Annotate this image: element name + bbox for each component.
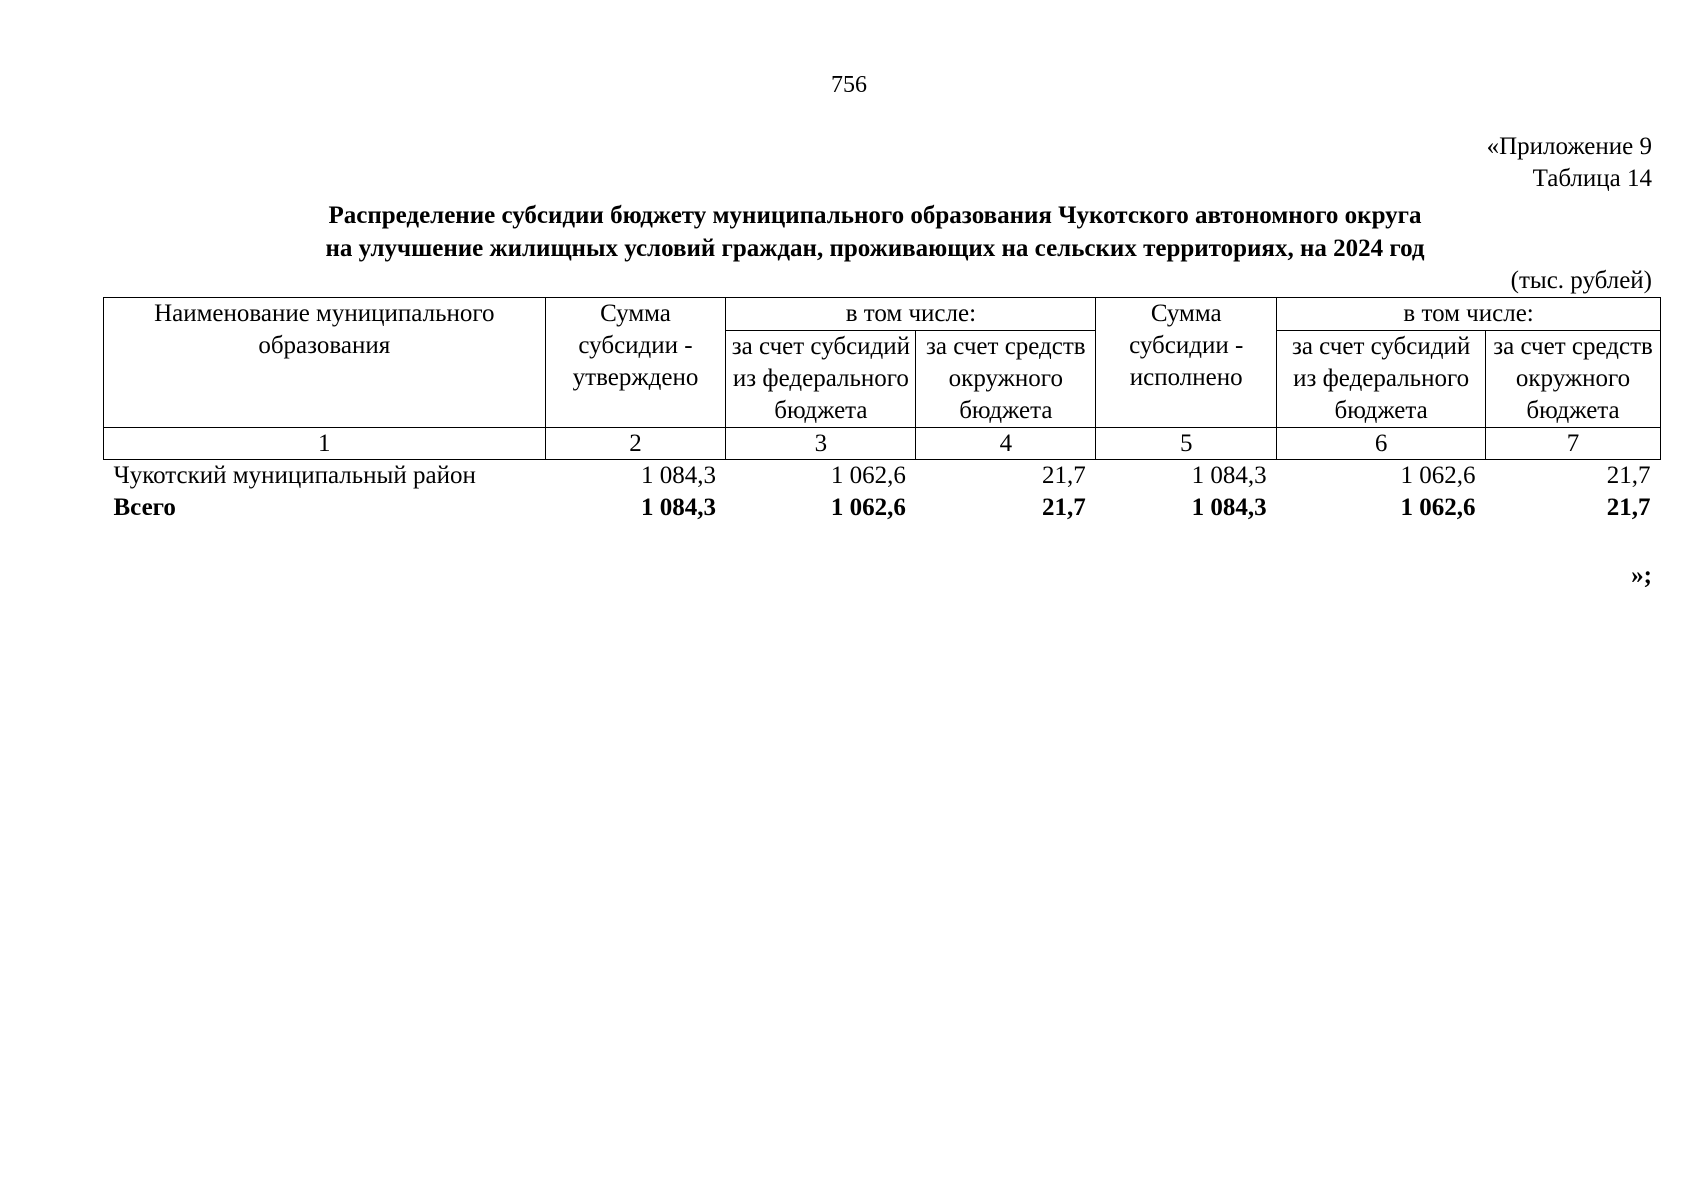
document-title [0,199,1698,265]
total-sum-approved: 1 084,3 [640,494,716,521]
page-number: 756 [831,72,867,98]
total-federal-1: 1 062,6 [830,494,906,521]
row-district-2: 21,7 [1606,462,1651,489]
subsidy-table [103,297,1661,524]
header-including-2: в том числе: [1277,298,1661,331]
column-number: 4 [916,428,1096,460]
units-label: (тыс. рублей) [1510,267,1652,294]
title-line-2: на улучшение жилищных условий граждан, проживающих на сельских территориях, на 2024 год [325,235,1425,262]
header-including-1: в том числе: [726,298,1096,331]
title-line-1: Распределение субсидии бюджету муниципального образования Чукотского автономного округа [328,202,1422,229]
column-number: 6 [1277,428,1486,460]
row-sum-executed: 1 084,3 [1191,462,1267,489]
total-row [104,492,1661,524]
row-federal-1: 1 062,6 [830,462,906,489]
total-sum-executed: 1 084,3 [1191,494,1267,521]
total-district-2: 21,7 [1606,494,1651,521]
column-number: 7 [1486,428,1661,460]
column-number: 2 [545,428,726,460]
closing-quote: »; [1631,562,1652,589]
header-federal-2: за счет субсидий из федерального бюджета [1277,331,1486,428]
header-name: Наименование муниципального образования [104,298,546,428]
row-name: Чукотский муниципальный район [113,462,476,489]
header-sum-executed: Сумма субсидии - исполнено [1096,298,1277,428]
column-number: 5 [1096,428,1277,460]
total-district-1: 21,7 [1042,494,1086,521]
header-district-2: за счет средств окружного бюджета [1486,331,1661,428]
header-district-1: за счет средств окружного бюджета [916,331,1096,428]
column-number: 1 [104,428,546,460]
table-row [104,460,1661,493]
header-sum-approved: Сумма субсидии - утверждено [545,298,726,428]
header-federal-1: за счет субсидий из федерального бюджета [726,331,916,428]
total-federal-2: 1 062,6 [1400,494,1476,521]
column-number: 3 [726,428,916,460]
row-district-1: 21,7 [1042,462,1086,489]
total-name: Всего [113,494,176,521]
appendix-label: «Приложение 9 [1486,133,1652,160]
row-sum-approved: 1 084,3 [640,462,716,489]
table-label: Таблица 14 [1532,165,1652,192]
appendix-header [1487,131,1652,195]
row-federal-2: 1 062,6 [1400,462,1476,489]
